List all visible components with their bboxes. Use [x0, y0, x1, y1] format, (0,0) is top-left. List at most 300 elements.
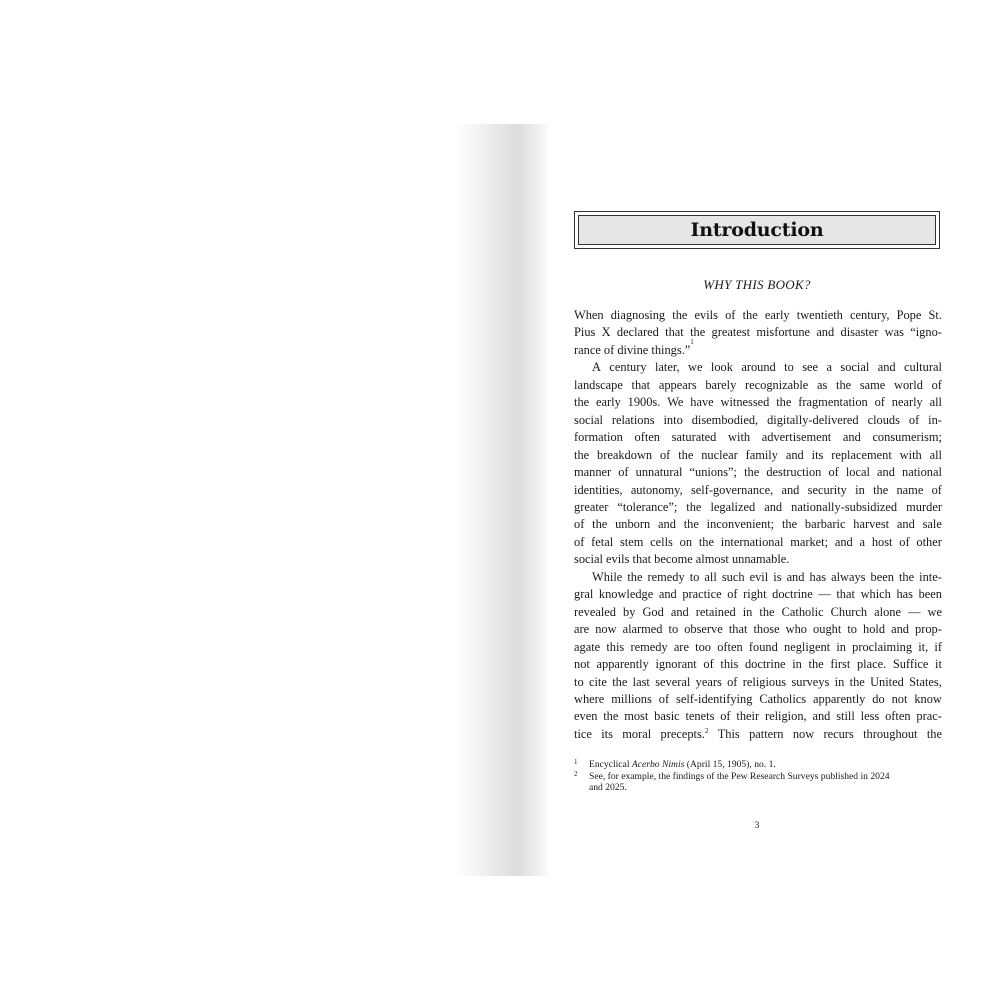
text-line: [574, 708, 942, 725]
word: the: [926, 726, 942, 741]
word: the: [672, 308, 688, 322]
word: by: [623, 604, 636, 619]
text-line: [574, 569, 942, 586]
text-line: [574, 307, 942, 324]
word: market;: [790, 534, 829, 549]
word: religious: [742, 674, 787, 689]
word: knowledge: [598, 587, 654, 602]
word: local: [845, 465, 870, 480]
footnote-marker: 1: [690, 337, 694, 346]
text-line: [574, 621, 942, 638]
word: as: [817, 377, 828, 392]
word: to: [847, 622, 857, 637]
word: disembodied,: [691, 412, 759, 427]
word: recurs: [823, 726, 854, 741]
word: the: [742, 308, 758, 322]
word: surveys: [791, 674, 830, 689]
word: —: [818, 587, 831, 602]
word: witnessed: [720, 395, 770, 410]
word: of: [574, 534, 585, 549]
body-text: [574, 307, 942, 743]
word: in: [836, 639, 846, 654]
word: and: [834, 534, 853, 549]
word: Suffice: [892, 657, 929, 672]
book-page: [550, 124, 970, 876]
word: consumerism;: [872, 430, 942, 445]
word: this: [606, 639, 625, 654]
word: a: [859, 534, 866, 549]
word: on: [679, 534, 693, 549]
word: practice: [682, 587, 722, 602]
word: the: [678, 447, 694, 462]
word: manner: [574, 465, 612, 480]
word: evil: [749, 569, 769, 584]
word: security: [807, 482, 847, 497]
word: of: [908, 412, 920, 427]
word: the: [603, 709, 619, 724]
word: and: [764, 499, 783, 514]
italic-title: Acerbo Nimis: [631, 759, 685, 770]
word: with: [899, 447, 922, 462]
word: religion,: [764, 709, 807, 724]
word: not: [891, 691, 908, 706]
word: in: [792, 657, 802, 672]
word: of: [931, 482, 942, 497]
word: same: [859, 377, 886, 392]
word: are: [673, 639, 689, 654]
word: later,: [654, 360, 680, 375]
word: advertisement: [761, 430, 832, 445]
word: barely: [705, 377, 737, 392]
word: tice: [574, 726, 592, 741]
word: the: [836, 377, 852, 392]
footnote-marker: 2: [704, 726, 709, 735]
word: Pius: [574, 325, 596, 340]
word: the: [683, 517, 699, 532]
word: This: [717, 726, 740, 741]
word: fragmentation: [798, 395, 868, 410]
word: Catholics: [759, 691, 807, 706]
word: remedy: [647, 569, 685, 584]
word: often: [717, 639, 743, 654]
word: international: [720, 534, 784, 549]
word: been: [918, 587, 942, 602]
footnote-text: [589, 771, 942, 794]
word: the: [574, 395, 590, 410]
word: disaster: [840, 325, 879, 340]
word: several: [655, 674, 691, 689]
word: revealed: [574, 604, 616, 619]
text-line: [574, 656, 942, 673]
word: and: [786, 569, 805, 584]
word: who: [785, 622, 807, 637]
word: prac-: [916, 709, 942, 724]
text-line: [574, 516, 942, 533]
word: negligent: [784, 639, 831, 654]
word: the: [612, 674, 628, 689]
word: the: [592, 517, 608, 532]
word: and: [816, 325, 835, 340]
word: and: [812, 709, 831, 724]
word: those: [753, 622, 780, 637]
word: now: [792, 726, 815, 741]
text-fragment: (April 15, 1905), no. 1.: [684, 759, 776, 770]
word: of: [574, 517, 585, 532]
text-line: [574, 674, 942, 691]
word: the: [873, 482, 889, 497]
word: Pope: [896, 308, 922, 322]
word: with: [728, 430, 751, 445]
word: doctrine: [772, 587, 813, 602]
word: we: [927, 604, 942, 619]
word: autonomy,: [630, 482, 683, 497]
text-line: [574, 447, 942, 464]
word: the: [627, 569, 643, 584]
word: stem: [619, 534, 644, 549]
word: do: [872, 691, 885, 706]
word: to: [668, 622, 679, 637]
word: 1900s.: [627, 395, 661, 410]
word: formation: [574, 430, 623, 445]
word: legalized: [710, 499, 756, 514]
word: greater: [574, 499, 609, 514]
word: basic: [654, 709, 680, 724]
word: it: [935, 657, 942, 672]
word: in: [855, 482, 865, 497]
word: of: [828, 465, 839, 480]
word: nationally-subsidized: [791, 499, 898, 514]
word: the: [898, 569, 915, 584]
word: the: [690, 325, 706, 340]
word: was: [884, 325, 904, 340]
text-line: [574, 337, 942, 359]
word: all: [704, 569, 717, 584]
word: is: [773, 569, 782, 584]
word: Church: [830, 604, 868, 619]
word: century: [609, 360, 647, 375]
word: not: [574, 657, 590, 672]
word: and: [785, 447, 804, 462]
text-line: [574, 429, 942, 446]
word: around: [741, 360, 776, 375]
word: a: [826, 360, 832, 375]
word: apparently: [813, 691, 866, 706]
word: first: [830, 657, 851, 672]
word: tenets: [685, 709, 715, 724]
word: of: [618, 465, 629, 480]
footnote-line: See, for example, the findings of the Pew Research Surveys published in 2024: [589, 770, 890, 782]
word: of: [720, 709, 731, 724]
word: saturated: [671, 430, 717, 445]
word: A: [592, 360, 601, 375]
word: into: [663, 412, 683, 427]
word: hold: [863, 622, 886, 637]
word: all: [929, 447, 942, 462]
word: barbaric: [804, 517, 846, 532]
word: and: [877, 465, 895, 480]
word: most: [624, 709, 649, 724]
word: it,: [918, 639, 929, 654]
word: destruction: [766, 465, 822, 480]
word: clouds: [867, 412, 900, 427]
word: and: [877, 360, 896, 375]
word: throughout: [863, 726, 918, 741]
footnote-text: [589, 759, 942, 771]
word: family: [745, 447, 778, 462]
text-line: [574, 324, 942, 341]
text-line: [574, 726, 942, 743]
word: of: [727, 587, 738, 602]
word: inconvenient;: [706, 517, 775, 532]
word: ought: [813, 622, 842, 637]
word: alarmed: [622, 622, 663, 637]
word: pattern: [749, 726, 784, 741]
word: of: [899, 534, 910, 549]
word: the: [744, 465, 760, 480]
word: the: [698, 534, 714, 549]
word: still: [836, 709, 855, 724]
word: look: [710, 360, 733, 375]
word: recognizable: [745, 377, 809, 392]
word: know: [914, 691, 942, 706]
word: to: [689, 569, 700, 584]
word: see: [802, 360, 819, 375]
word: of: [658, 691, 670, 706]
word: this: [720, 657, 739, 672]
word: appears: [658, 377, 697, 392]
word: the: [686, 499, 702, 514]
word: We: [667, 395, 684, 410]
word: doctrine: [744, 657, 786, 672]
word: proclaiming: [852, 639, 913, 654]
word: sale: [922, 517, 942, 532]
word: cultural: [904, 360, 942, 375]
word: “unions”;: [689, 465, 738, 480]
word: inte-: [919, 569, 942, 584]
word: less: [860, 709, 880, 724]
text-line-content: rance of divine things.”: [574, 342, 691, 357]
word: cite: [588, 674, 607, 689]
text-line: [574, 551, 942, 568]
chapter-title-box: [574, 211, 940, 249]
word: millions: [611, 691, 652, 706]
word: twentieth: [796, 308, 843, 322]
word: self-governance,: [690, 482, 774, 497]
word: evils: [694, 308, 718, 322]
word: X: [601, 325, 611, 340]
word: replacement: [831, 447, 892, 462]
word: too: [695, 639, 711, 654]
text-line: [574, 586, 942, 603]
text-line: [574, 499, 942, 516]
word: early: [596, 395, 621, 410]
word: all: [929, 395, 942, 410]
word: nuclear: [701, 447, 738, 462]
word: apparently: [596, 657, 649, 672]
text-line-content: social evils that become almost unnamable.: [574, 552, 790, 567]
word: “tolerance”;: [617, 499, 678, 514]
word: that: [836, 587, 855, 602]
word: nearly: [891, 395, 923, 410]
word: last: [632, 674, 650, 689]
word: in: [834, 674, 845, 689]
footnote: [574, 759, 942, 771]
word: murder: [906, 499, 942, 514]
word: right: [743, 587, 767, 602]
word: which: [860, 587, 891, 602]
word: and: [658, 517, 676, 532]
word: precepts.$^2$: [660, 726, 709, 741]
word: the: [759, 604, 775, 619]
word: name: [896, 482, 924, 497]
word: the: [849, 674, 865, 689]
word: the: [808, 657, 824, 672]
word: place.: [856, 657, 887, 672]
word: St.: [928, 308, 942, 322]
word: of: [725, 308, 736, 322]
word: of: [931, 377, 942, 392]
word: often: [634, 430, 660, 445]
book-gutter-shadow: [455, 124, 550, 876]
word: that: [728, 622, 748, 637]
word: declared: [616, 325, 659, 340]
word: of: [874, 395, 885, 410]
word: United: [870, 674, 904, 689]
word: cells: [650, 534, 673, 549]
word: to: [574, 674, 584, 689]
word: agate: [574, 639, 601, 654]
text-line: [574, 482, 942, 499]
word: greatest: [711, 325, 751, 340]
text-line: [574, 534, 942, 551]
chapter-title-box-inner: [578, 215, 936, 245]
word: “igno-: [910, 325, 942, 340]
word: other: [916, 534, 942, 549]
word: retained: [695, 604, 736, 619]
word: Catholic: [781, 604, 824, 619]
word: in: [742, 604, 753, 619]
text-line: [574, 377, 942, 394]
word: even: [574, 709, 598, 724]
word: landscape: [574, 377, 623, 392]
word: that: [631, 377, 651, 392]
text-fragment: Encyclical: [589, 759, 632, 770]
word: if: [934, 639, 942, 654]
word: relations: [611, 412, 655, 427]
word: unborn: [615, 517, 651, 532]
text-line: [574, 412, 942, 429]
word: host: [871, 534, 893, 549]
word: and: [891, 622, 909, 637]
word: identities,: [574, 482, 623, 497]
word: digitally-delivered: [767, 412, 859, 427]
section-subtitle: WHY THIS BOOK?: [703, 277, 811, 292]
text-line: [574, 464, 942, 481]
word: misfortune: [756, 325, 811, 340]
word: social: [574, 412, 603, 427]
word: of: [659, 447, 671, 462]
word: have: [690, 395, 714, 410]
word: of: [703, 657, 714, 672]
word: years: [695, 674, 722, 689]
word: century,: [850, 308, 890, 322]
word: and: [896, 517, 915, 532]
chapter-title: Introduction: [690, 219, 824, 241]
word: States,: [909, 674, 942, 689]
text-line: [574, 691, 942, 708]
word: alone: [874, 604, 902, 619]
word: often: [885, 709, 911, 724]
word: such: [721, 569, 745, 584]
footnote: [574, 771, 942, 794]
footnotes: [574, 759, 942, 794]
word: been: [870, 569, 894, 584]
word: prop-: [915, 622, 942, 637]
word: are: [574, 622, 590, 637]
word: gral: [574, 587, 594, 602]
word: its: [811, 447, 824, 462]
word: their: [736, 709, 760, 724]
word: of: [727, 674, 738, 689]
word: to: [784, 360, 794, 375]
word: the: [574, 447, 590, 462]
word: and: [658, 587, 677, 602]
word: its: [601, 726, 613, 741]
word: where: [574, 691, 605, 706]
word: and: [842, 430, 861, 445]
page-number: 3: [754, 821, 760, 831]
word: ignorant: [655, 657, 697, 672]
word: in-: [928, 412, 942, 427]
word: has: [809, 569, 827, 584]
word: fetal: [591, 534, 614, 549]
word: God: [642, 604, 664, 619]
footnote-number: 2: [574, 769, 578, 778]
word: observe: [684, 622, 723, 637]
text-line: [574, 604, 942, 621]
word: that: [665, 325, 684, 340]
word: While: [592, 569, 623, 584]
word: moral: [622, 726, 652, 741]
text-line: [574, 359, 942, 376]
word: the: [781, 517, 798, 532]
word: breakdown: [597, 447, 653, 462]
word: found: [748, 639, 778, 654]
word: and: [670, 604, 689, 619]
word: harvest: [853, 517, 890, 532]
word: national: [902, 465, 942, 480]
word: unnatural: [635, 465, 683, 480]
word: has: [896, 587, 913, 602]
word: we: [688, 360, 703, 375]
footnote-number: 1: [574, 758, 578, 766]
word: now: [595, 622, 617, 637]
word: world: [894, 377, 923, 392]
word: self-identifying: [676, 691, 753, 706]
word: the: [776, 395, 792, 410]
word: always: [831, 569, 866, 584]
word: social: [840, 360, 870, 375]
word: early: [764, 308, 790, 322]
word: diagnosing: [610, 308, 666, 322]
word: When: [574, 308, 604, 322]
word: —: [908, 604, 921, 619]
footnote-line: and 2025.: [589, 782, 627, 793]
text-line: [574, 639, 942, 656]
word: remedy: [630, 639, 668, 654]
text-line: [574, 394, 942, 411]
word: and: [781, 482, 800, 497]
